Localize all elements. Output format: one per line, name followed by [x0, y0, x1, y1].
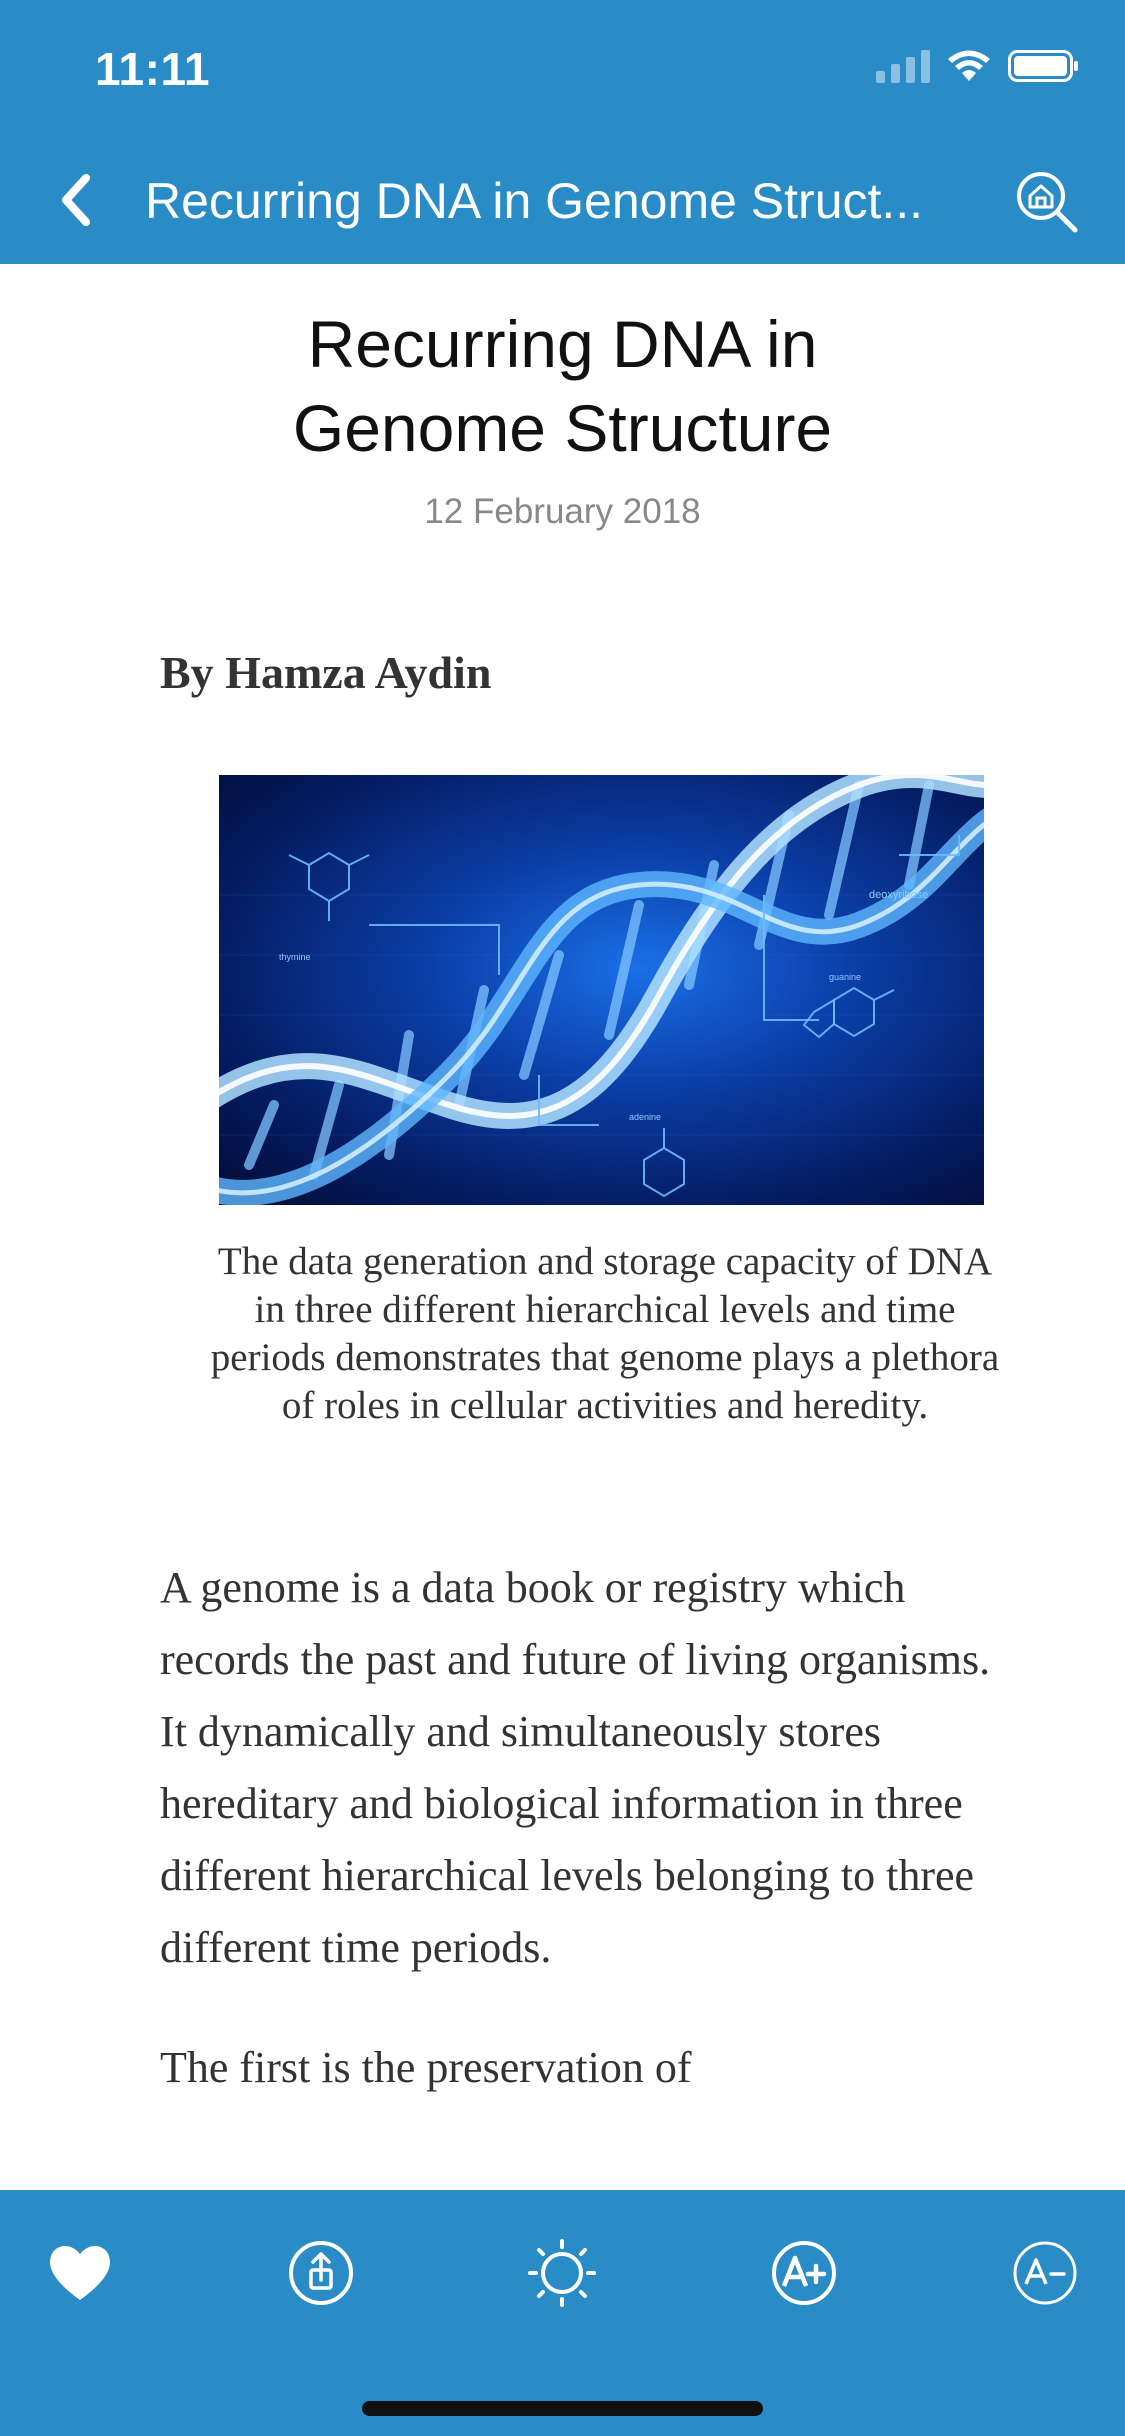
- status-time: 11:11: [95, 43, 211, 95]
- article-byline: By Hamza Aydin: [160, 647, 492, 698]
- font-increase-icon[interactable]: [769, 2238, 839, 2308]
- article-title: [0, 302, 1125, 470]
- article-date: 12 February 2018: [424, 492, 701, 531]
- thymine-label: thymine: [279, 952, 311, 962]
- dna-helix-image: [219, 775, 984, 1205]
- image-caption: The data generation and storage capacity of DNA in three different hierarchical levels and time periods demonstrates that genome plays a plethora of roles in cellular activities and heredity.: [210, 1240, 1000, 1427]
- share-icon[interactable]: [286, 2238, 356, 2308]
- deoxyribose-label: deoxyribose: [869, 889, 929, 901]
- wifi-icon: [946, 48, 992, 84]
- guanine-label: guanine: [829, 972, 862, 982]
- dna-helix-illustration: [219, 775, 984, 1205]
- title-line-1: Recurring DNA in: [307, 307, 818, 381]
- title-line-2: Genome Structure: [292, 391, 833, 465]
- paragraph: The first is the preservation of: [160, 2043, 692, 2092]
- bottom-toolbar: [0, 2190, 1125, 2436]
- article-content[interactable]: [0, 264, 1125, 2190]
- back-button[interactable]: [50, 172, 106, 228]
- article-body: [160, 1552, 1005, 2152]
- nav-title: Recurring DNA in Genome Struct...: [145, 173, 924, 229]
- adenine-label: adenine: [629, 1112, 662, 1122]
- cellular-signal-icon: [876, 49, 930, 83]
- search-home-icon[interactable]: [1011, 166, 1081, 236]
- status-icons: [876, 48, 1080, 84]
- brightness-icon[interactable]: [527, 2238, 597, 2308]
- font-decrease-icon[interactable]: [1010, 2238, 1080, 2308]
- battery-icon: [1008, 49, 1080, 83]
- heart-icon[interactable]: [45, 2238, 115, 2308]
- home-indicator[interactable]: [362, 2401, 763, 2416]
- navigation-bar: [0, 150, 1125, 250]
- header: [0, 0, 1125, 264]
- paragraph: A genome is a data book or registry which records the past and future of living organisms. It dynamically and simultaneously stores hereditary and biological information in three different hierarchical levels belonging to three different time periods.: [160, 1563, 991, 1972]
